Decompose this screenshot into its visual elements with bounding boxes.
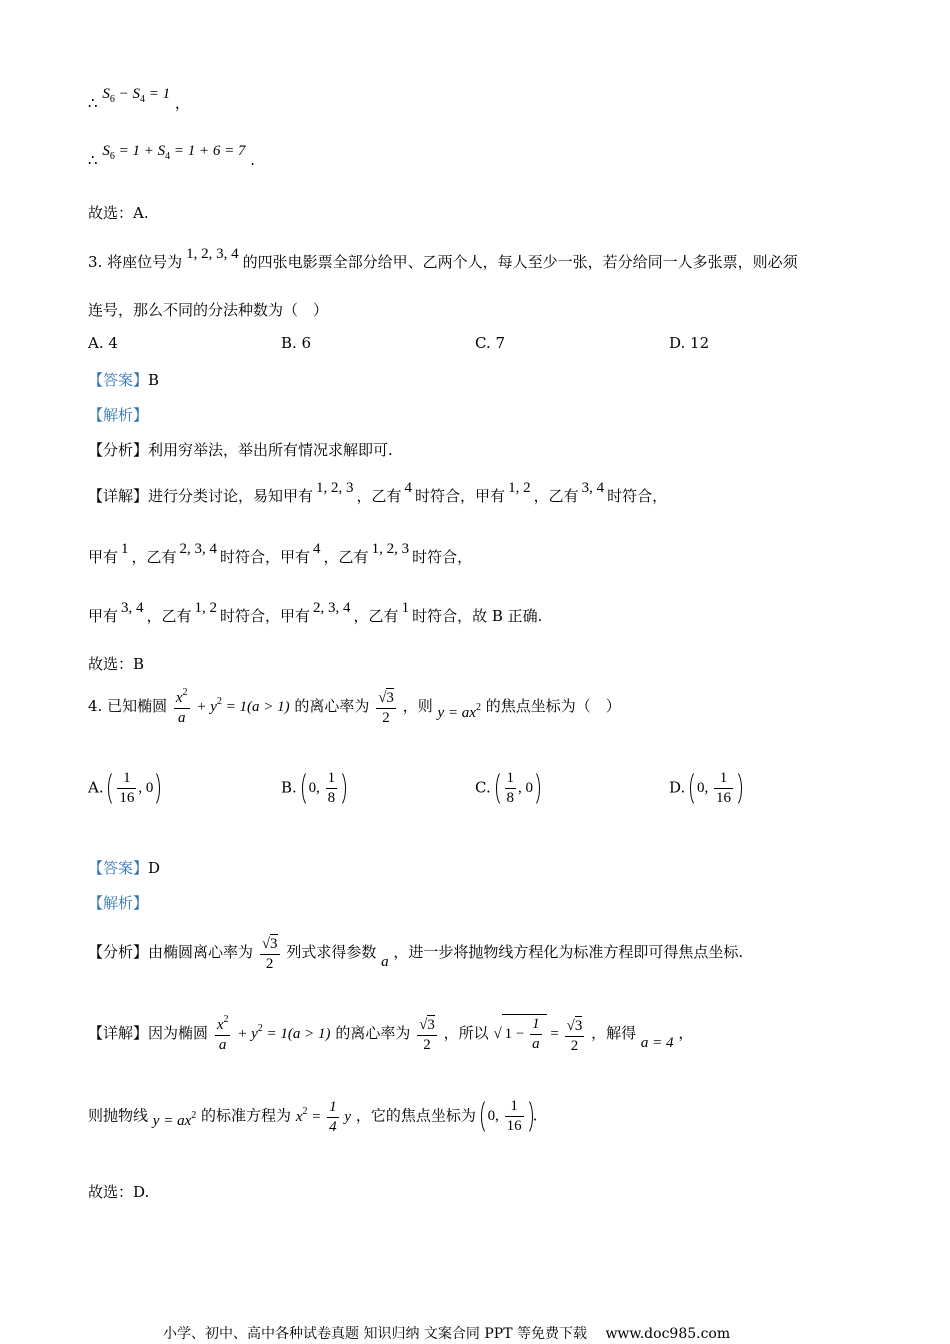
- q4-detail-line-1: 【详解】因为椭圆 $\frac{x^2}{a}$ + $y^2 = 1(a > 1)$ 的离心率为 $\frac{√3}{2}$ ，所以 √ 1 − $\frac{1}{a}$ = $\frac{√3}{2}$ ，解得 a = 4 ，: [88, 1013, 694, 1054]
- q3-option-a: A. 4: [88, 334, 118, 352]
- q4-option-b: B. 0, $\frac{1}{8}$: [281, 770, 346, 807]
- step-line-2: ∴ $S_6 = 1 + S_4 = 1 + 6 = 7$ .: [88, 143, 256, 169]
- q4-detail-line-2: 则抛物线 $y = ax^2$ 的标准方程为 $x^2$ = $\frac{1}{4}$ y ，它的焦点坐标为 0, $\frac{1}{16}$ .: [88, 1098, 538, 1135]
- q3-option-c: C. 7: [475, 334, 506, 352]
- q4-answer: 【答案】D: [88, 859, 161, 877]
- q4-fenxi: 【分析】由椭圆离心率为 $\frac{√3}{2}$ 列式求得参数 a ，进一步将抛物线方程化为标准方程即可得焦点坐标.: [88, 936, 744, 972]
- q4-option-c: C. $\frac{1}{8}$ , 0: [475, 770, 540, 807]
- sqrt-equation: √ 1 − $\frac{1}{a}$ = $\frac{√3}{2}$: [493, 1016, 583, 1054]
- eccentricity-fraction: $\frac{√3}{2}$: [378, 690, 394, 726]
- q3-detail-line-2: 甲有 1 ，乙有 2, 3, 4 时符合，甲有 4 ，乙有 1, 2, 3 时符合，: [88, 541, 473, 566]
- therefore-symbol: ∴: [88, 151, 98, 169]
- option-c-point: $\frac{1}{8}$ , 0: [496, 770, 541, 807]
- page-footer: [163, 1323, 730, 1343]
- q3-option-b: B. 6: [281, 334, 312, 352]
- q4-option-a: A. $\frac{1}{16}$ , 0: [88, 770, 160, 807]
- therefore-symbol: ∴: [88, 94, 98, 112]
- answer-label: 【答案】: [88, 859, 149, 877]
- parabola-equation: $y = ax^2$: [437, 702, 481, 721]
- q3-detail-line-3: 甲有 3, 4 ，乙有 1, 2 时符合，甲有 2, 3, 4 ，乙有 1 时符合，故 B 正确.: [88, 600, 543, 625]
- q3-option-d: D. 12: [669, 334, 710, 352]
- q3-choose: 故选：B: [88, 655, 145, 673]
- choose-a: 故选：A.: [88, 204, 149, 222]
- step-line-1: ∴ $S_6 - S_4 = 1$ ，: [88, 86, 190, 112]
- q3-seat-numbers: 1, 2, 3, 4: [186, 246, 239, 262]
- q3-analysis-label: 【解析】: [88, 406, 149, 424]
- q3-stem-line-2: 连号，那么不同的分法种数为（ ）: [88, 301, 329, 319]
- q3-answer: 【答案】B: [88, 371, 160, 389]
- option-a-point: $\frac{1}{16}$ , 0: [108, 770, 160, 807]
- q4-stem: 4. 已知椭圆 $\frac{x^2}{a}$ + $y^2 = 1(a > 1)$ 的离心率为 $\frac{√3}{2}$ ，则 $y = ax^2$ 的焦点坐标为（ ）: [88, 687, 621, 726]
- footer-text: 小学、初中、高中各种试卷真题 知识归纳 文案合同 PPT 等免费下载: [163, 1326, 587, 1342]
- q4-analysis-label: 【解析】: [88, 894, 149, 912]
- answer-label: 【答案】: [88, 371, 149, 389]
- q3-detail-line-1: 【详解】进行分类讨论，易知甲有 1, 2, 3 ，乙有 4 时符合，甲有 1, 2 ，乙有 3, 4 时符合，: [88, 480, 668, 505]
- option-d-point: 0, $\frac{1}{16}$: [690, 770, 742, 807]
- standard-parabola: $x^2$ = $\frac{1}{4}$ y: [295, 1098, 352, 1135]
- parameter-a: a: [381, 954, 389, 970]
- equation-s6-value: $S_6 = 1 + S_4 = 1 + 6 = 7$: [102, 143, 246, 162]
- ellipse-equation: + $y^2 = 1(a > 1)$: [196, 696, 290, 715]
- q4-choose: 故选：D.: [88, 1183, 150, 1201]
- q3-fenxi: 【分析】利用穷举法，举出所有情况求解即可.: [88, 441, 393, 459]
- q3-stem-line-1: 3. 将座位号为 1, 2, 3, 4 的四张电影票全部分给甲、乙两个人，每人至少一张，若分给同一人多张票，则必须: [88, 246, 798, 271]
- solution-a: a = 4: [640, 1034, 674, 1051]
- option-b-point: 0, $\frac{1}{8}$: [302, 770, 347, 807]
- focus-point: 0, $\frac{1}{16}$: [481, 1098, 533, 1135]
- footer-url[interactable]: www.doc985.com: [605, 1326, 731, 1342]
- q4-option-d: D. 0, $\frac{1}{16}$: [669, 770, 742, 807]
- equation-s6-minus-s4: $S_6 - S_4 = 1$: [102, 86, 171, 105]
- ellipse-fraction: $\frac{x^2}{a}$: [175, 687, 188, 726]
